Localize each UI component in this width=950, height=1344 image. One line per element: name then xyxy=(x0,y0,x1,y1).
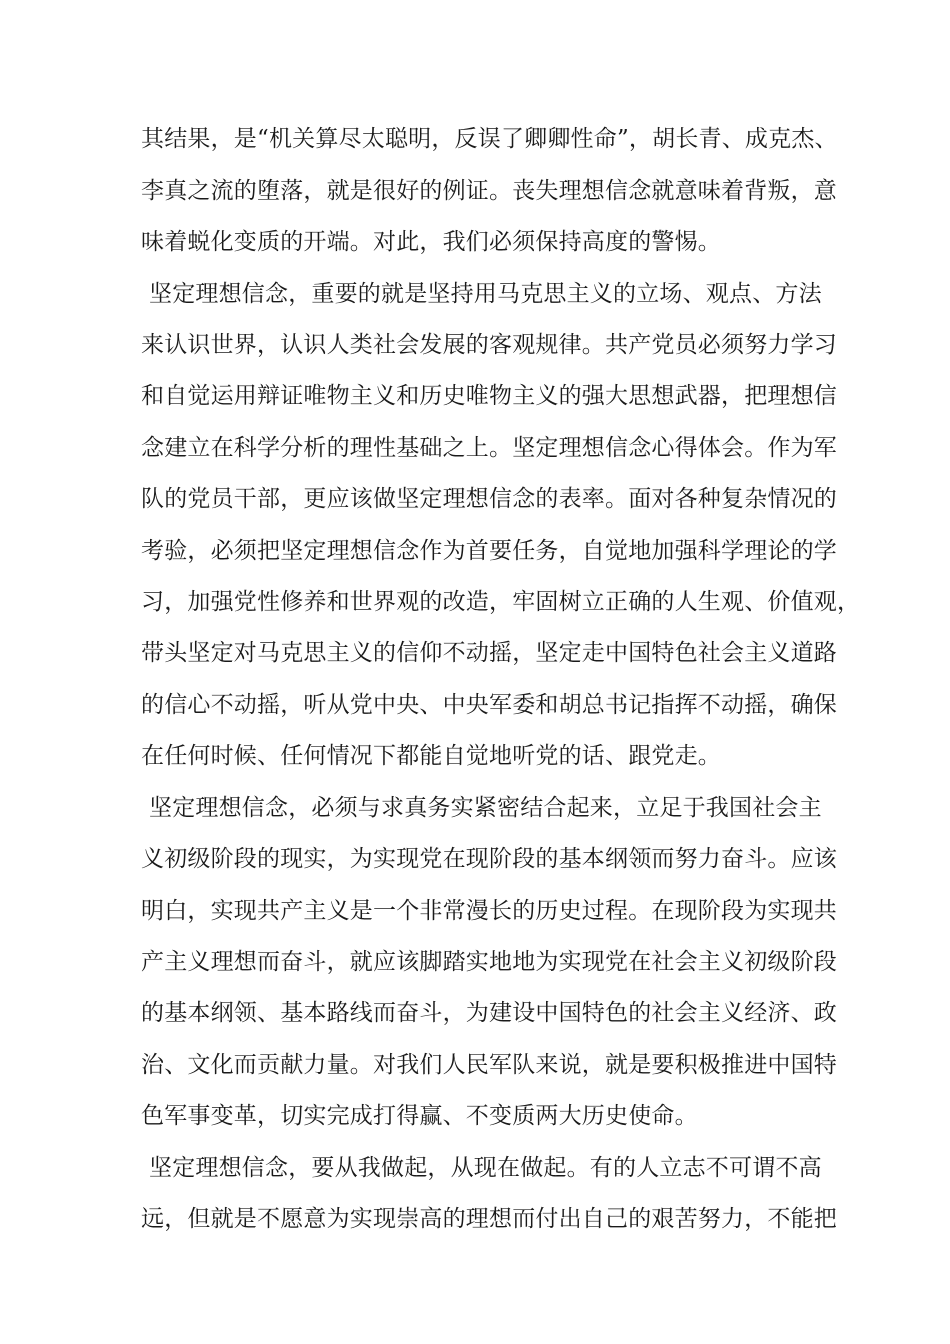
text-line-3: 味着蜕化变质的开端。对此，我们必须保持高度的警惕。 xyxy=(141,229,721,255)
text-line-4: 坚定理想信念，重要的就是坚持用马克思主义的立场、观点、方法 xyxy=(149,281,822,307)
text-line-15: 义初级阶段的现实，为实现党在现阶段的基本纲领而努力奋斗。应该 xyxy=(141,846,837,872)
text-line-19: 治、文化而贡献力量。对我们人民军队来说，就是要积极推进中国特 xyxy=(141,1052,837,1078)
text-line-6: 和自觉运用辩证唯物主义和历史唯物主义的强大思想武器，把理想信 xyxy=(141,383,837,409)
text-line-17: 产主义理想而奋斗，就应该脚踏实地地为实现党在社会主义初级阶段 xyxy=(141,949,837,975)
text-line-10: 习，加强党性修养和世界观的改造，牢固树立正确的人生观、价值观， xyxy=(141,589,861,615)
text-line-7: 念建立在科学分析的理性基础之上。坚定理想信念心得体会。作为军 xyxy=(141,435,837,461)
text-line-12: 的信心不动摇，听从党中央、中央军委和胡总书记指挥不动摇，确保 xyxy=(141,692,837,718)
text-line-11: 带头坚定对马克思主义的信仰不动摇，坚定走中国特色社会主义道路 xyxy=(141,640,837,666)
text-line-18: 的基本纲领、基本路线而奋斗，为建设中国特色的社会主义经济、政 xyxy=(141,1000,837,1026)
text-line-20: 色军事变革，切实完成打得赢、不变质两大历史使命。 xyxy=(141,1103,698,1129)
text-line-14: 坚定理想信念，必须与求真务实紧密结合起来，立足于我国社会主 xyxy=(149,795,822,821)
text-line-5: 来认识世界，认识人类社会发展的客观规律。共产党员必须努力学习 xyxy=(141,332,837,358)
text-line-8: 队的党员干部，更应该做坚定理想信念的表率。面对各种复杂情况的 xyxy=(141,486,837,512)
text-line-9: 考验，必须把坚定理想信念作为首要任务，自觉地加强科学理论的学 xyxy=(141,538,837,564)
text-line-1: 其结果，是“机关算尽太聪明，反误了卿卿性命”，胡长青、成克杰、 xyxy=(141,126,838,152)
text-line-21: 坚定理想信念，要从我做起，从现在做起。有的人立志不可谓不高 xyxy=(149,1155,822,1181)
text-line-22: 远，但就是不愿意为实现崇高的理想而付出自己的艰苦努力，不能把 xyxy=(141,1206,837,1232)
text-line-13: 在任何时候、任何情况下都能自觉地听党的话、跟党走。 xyxy=(141,743,721,769)
text-line-2: 李真之流的堕落，就是很好的例证。丧失理想信念就意味着背叛，意 xyxy=(141,178,837,204)
text-line-16: 明白，实现共产主义是一个非常漫长的历史过程。在现阶段为实现共 xyxy=(141,898,837,924)
